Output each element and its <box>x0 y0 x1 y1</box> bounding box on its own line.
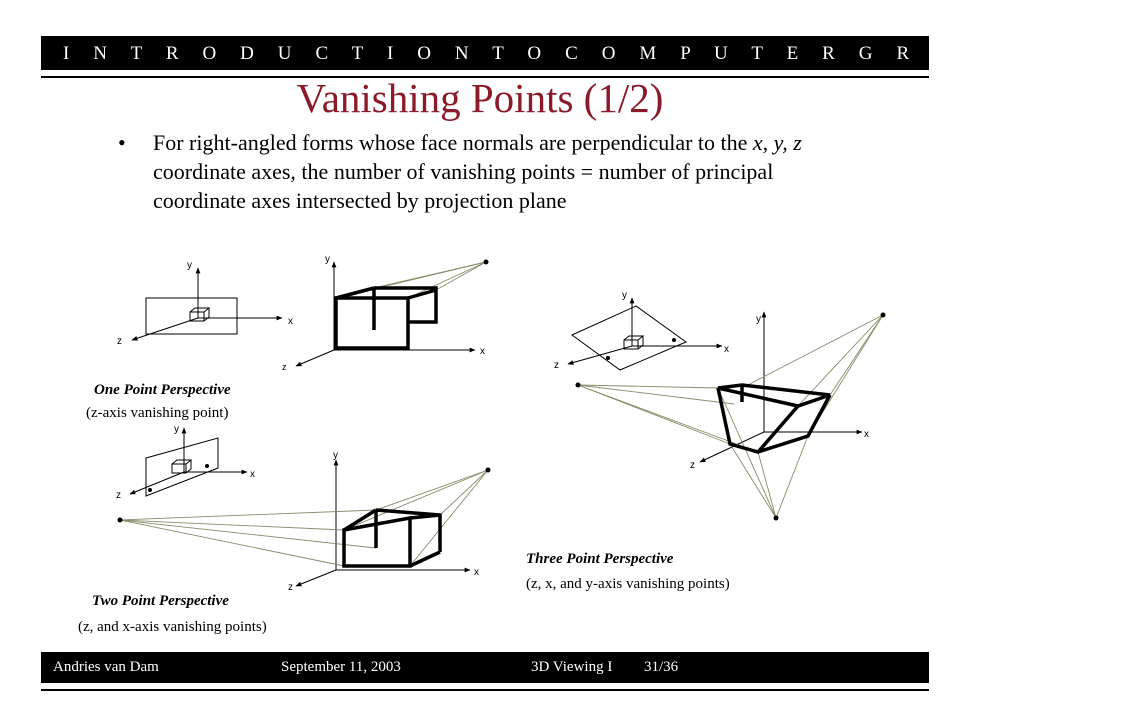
vanishing-point <box>484 260 489 265</box>
one-point-subcaption: (z-axis vanishing point) <box>86 405 229 421</box>
two-point-subcaption: (z, and x-axis vanishing points) <box>78 619 267 635</box>
course-title: I N T R O D U C T I O N T O C O M P U T E R G R A P H I C S <box>63 43 1127 64</box>
three-point-caption: Three Point Perspective <box>526 551 674 567</box>
two-point-caption: Two Point Perspective <box>92 593 229 609</box>
z-axis <box>296 570 336 586</box>
one-point-caption: One Point Perspective <box>94 382 231 398</box>
axis-label-z: z <box>282 362 287 372</box>
slide-title: Vanishing Points (1/2) <box>296 75 664 121</box>
bullet-axes: x, y, z <box>752 130 802 155</box>
z-axis <box>568 346 632 364</box>
bullet-text-part-1: For right-angled forms whose face normals are perpendicular to the <box>153 130 753 155</box>
cube-edges <box>718 385 830 452</box>
axis-label-y: y <box>325 254 330 265</box>
small-cube <box>190 308 209 321</box>
vanishing-point-left <box>118 518 123 523</box>
z-axis <box>132 318 198 340</box>
vanishing-point-bottom <box>774 516 779 521</box>
axis-label-x: x <box>724 344 729 355</box>
projection-plane <box>146 298 237 334</box>
footer-bar <box>41 652 929 683</box>
axis-label-z: z <box>288 582 293 593</box>
axis-label-z: z <box>116 490 121 501</box>
three-point-subcaption: (z, x, and y-axis vanishing points) <box>526 576 730 592</box>
two-point-scene <box>130 428 247 496</box>
cube-edges <box>336 288 436 348</box>
axis-label-z: z <box>554 360 559 371</box>
z-axis <box>130 472 184 494</box>
axis-label-y: y <box>174 424 179 435</box>
z-axis <box>296 350 334 366</box>
footer-lecture: 3D Viewing I <box>531 659 613 675</box>
axis-label-z: z <box>117 336 122 347</box>
footer-page: 31/36 <box>644 659 679 675</box>
axis-label-x: x <box>474 567 479 578</box>
vanishing-point-right <box>881 313 886 318</box>
two-point-cube <box>118 460 491 586</box>
vanishing-point-left <box>576 383 581 388</box>
axis-label-x: x <box>480 346 485 357</box>
axis-label-y: y <box>756 314 761 325</box>
bullet-text-part-2: coordinate axes, the number of vanishing points = number of principal coordinate axes intersected by projection plane <box>153 159 774 213</box>
one-point-cube <box>296 260 489 367</box>
cube-edges <box>344 510 440 566</box>
axis-label-y: y <box>622 290 627 301</box>
bullet-marker: • <box>118 130 126 155</box>
axis-label-x: x <box>864 429 869 440</box>
footer-rule <box>41 689 929 691</box>
vanishing-point-right <box>486 468 491 473</box>
projection-plane <box>572 306 686 370</box>
footer-author: Andries van Dam <box>53 659 159 675</box>
small-cube <box>172 460 191 473</box>
three-point-scene <box>568 298 722 370</box>
axis-label-x: x <box>250 469 255 480</box>
axis-label-y: y <box>333 450 338 461</box>
axis-label-y: y <box>187 260 192 271</box>
three-point-cube <box>576 312 886 521</box>
axis-label-z: z <box>690 460 695 471</box>
axis-label-x: x <box>288 316 293 327</box>
footer-date: September 11, 2003 <box>281 659 401 675</box>
one-point-scene <box>132 268 282 340</box>
